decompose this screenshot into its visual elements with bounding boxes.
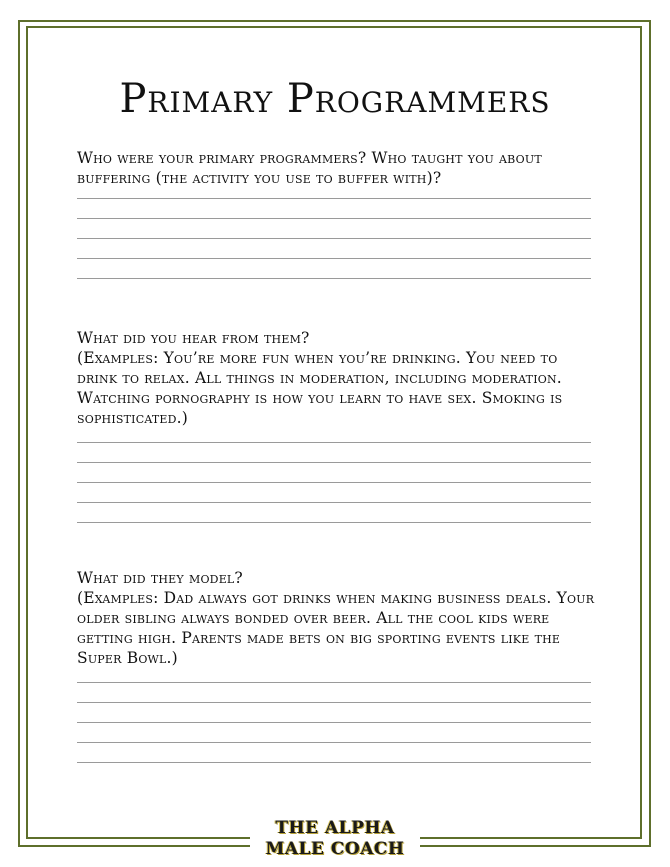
answer-line[interactable] xyxy=(77,762,591,782)
answer-line[interactable] xyxy=(77,462,591,482)
logo-line-2: MALE COACH xyxy=(265,839,405,859)
answer-lines xyxy=(77,682,597,782)
answer-line[interactable] xyxy=(77,482,591,502)
examples-text: (Examples: You’re more fun when you’re drinking. You need to drink to relax. All things in moderation, including moderation. Watching pornography is how you learn to have sex. Smoking is sophisticated.) xyxy=(77,349,563,427)
answer-line[interactable] xyxy=(77,502,591,522)
answer-line[interactable] xyxy=(77,258,591,278)
answer-line[interactable] xyxy=(77,522,591,542)
question-text: What did you hear from them? xyxy=(77,329,310,347)
answer-line[interactable] xyxy=(77,682,591,702)
section-what-modeled xyxy=(77,568,597,782)
section-what-heard xyxy=(77,328,597,542)
answer-line[interactable] xyxy=(77,442,591,462)
answer-line[interactable] xyxy=(77,238,591,258)
examples-text: (Examples: Dad always got drinks when making business deals. Your older sibling always bonded over beer. All the cool kids were getting high. Parents made bets on big sporting events like the Super Bowl.) xyxy=(77,589,595,667)
page-title: Primary Programmers xyxy=(119,76,551,122)
answer-line[interactable] xyxy=(77,722,591,742)
section-primary-programmers xyxy=(77,148,597,298)
answer-line[interactable] xyxy=(77,278,591,298)
answer-line[interactable] xyxy=(77,742,591,762)
answer-lines xyxy=(77,198,597,298)
answer-lines xyxy=(77,442,597,542)
answer-line[interactable] xyxy=(77,198,591,218)
question-text: What did they model? xyxy=(77,569,243,587)
brand-logo xyxy=(250,812,420,867)
answer-line[interactable] xyxy=(77,702,591,722)
question-text: Who were your primary programmers? Who taught you about buffering (the activity you use to buffer with)? xyxy=(77,149,542,187)
logo-line-1: THE ALPHA xyxy=(275,818,395,838)
answer-line[interactable] xyxy=(77,218,591,238)
